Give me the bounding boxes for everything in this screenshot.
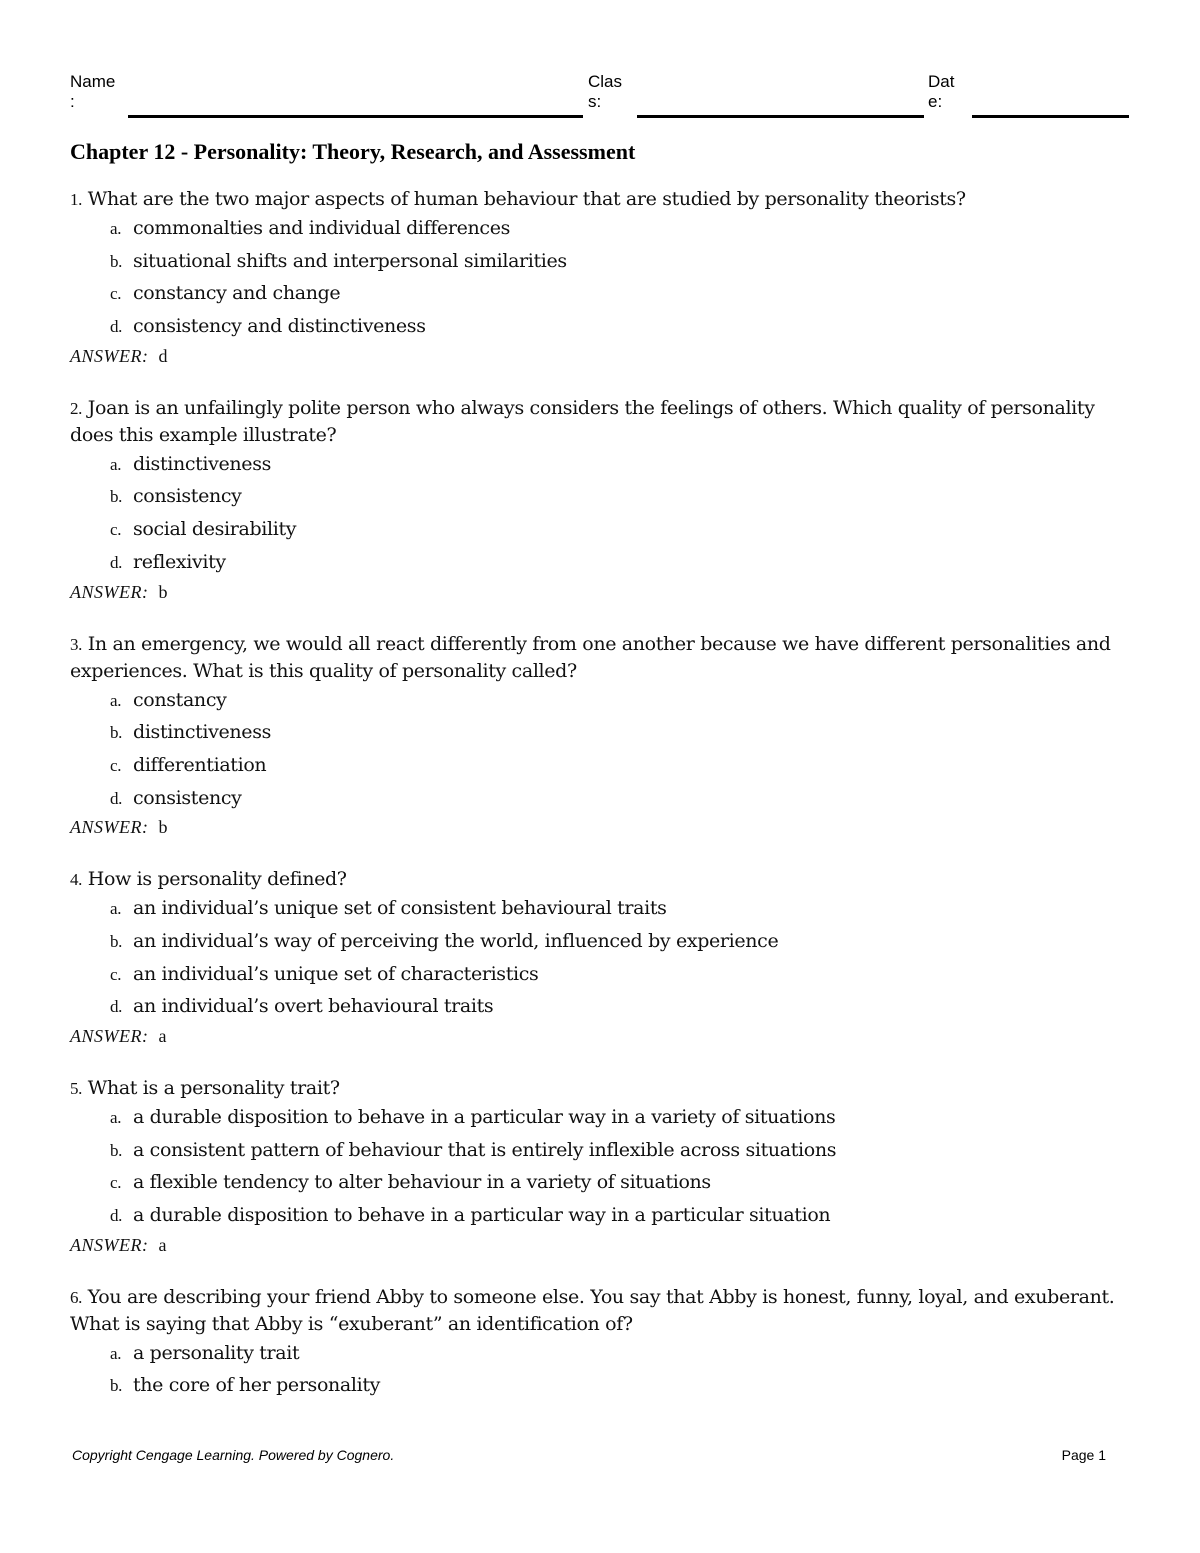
option-list — [70, 1340, 1135, 1405]
option-text: the core of her personality — [133, 1374, 381, 1397]
option-letter: c. — [110, 284, 122, 304]
question-text: Joan is an unfailingly polite person who always considers the feelings of others. Which quality of personality does this example illustrate? — [70, 396, 1095, 446]
question-number: 4. — [70, 870, 83, 890]
option-list — [70, 687, 1135, 818]
question-stem — [70, 866, 1135, 893]
option-c — [70, 516, 1135, 549]
page-title: Chapter 12 - Personality: Theory, Research, and Assessment — [70, 139, 636, 164]
question-text: How is personality defined? — [87, 868, 347, 891]
question-3 — [70, 631, 1135, 840]
question-number: 2. — [70, 398, 83, 418]
option-letter: b. — [110, 1376, 123, 1396]
answer-value: a — [158, 1234, 167, 1255]
date-label-bottom: e: — [928, 92, 943, 111]
option-text: social desirability — [133, 518, 297, 541]
option-text: constancy and change — [133, 282, 341, 305]
option-text: an individual’s way of perceiving the world, influenced by experience — [133, 929, 779, 952]
option-letter: a. — [110, 219, 122, 238]
name-label-top: Name — [70, 72, 116, 91]
option-text: an individual’s overt behavioural traits — [133, 995, 494, 1018]
question-list — [70, 186, 1135, 1432]
question-6 — [70, 1284, 1135, 1405]
option-a — [70, 687, 1135, 720]
option-text: a durable disposition to behave in a particular way in a variety of situations — [133, 1106, 836, 1128]
option-letter: b. — [110, 487, 123, 507]
option-letter: b. — [110, 723, 123, 743]
option-text: consistency — [133, 786, 242, 809]
option-text: a flexible tendency to alter behaviour in a variety of situations — [133, 1171, 711, 1194]
answer-label: ANSWER: — [70, 1234, 149, 1255]
option-c — [70, 752, 1135, 785]
date-label-top: Dat — [928, 72, 955, 91]
option-letter: c. — [110, 1173, 122, 1193]
option-letter: b. — [110, 251, 123, 271]
question-1 — [70, 186, 1135, 368]
option-a — [70, 451, 1135, 484]
option-text: a consistent pattern of behaviour that is entirely inflexible across situations — [133, 1138, 837, 1161]
copyright-footer: Copyright Cengage Learning. Powered by Cognero. — [72, 1447, 395, 1463]
option-b — [70, 248, 1135, 281]
option-text: a personality trait — [133, 1341, 300, 1364]
option-letter: d. — [110, 788, 123, 808]
answer-value: b — [158, 581, 168, 602]
question-4 — [70, 866, 1135, 1048]
option-list — [70, 1104, 1135, 1235]
option-letter: d. — [110, 317, 123, 337]
question-text: In an emergency, we would all react differently from one another because we have different personalities and experiences. What is this quality of personality called? — [70, 632, 1111, 682]
question-text: You are describing your friend Abby to someone else. You say that Abby is honest, funny, loyal, and exuberant. What is saying that Abby is “exuberant” an identification of? — [70, 1285, 1115, 1335]
option-letter: d. — [110, 1206, 123, 1226]
option-a — [70, 895, 1135, 928]
answer-value: d — [158, 345, 168, 366]
option-text: an individual’s unique set of characteristics — [133, 962, 539, 985]
question-number: 6. — [70, 1287, 83, 1307]
answer-line — [70, 1024, 1135, 1048]
option-text: consistency — [133, 485, 242, 508]
date-field-line[interactable] — [972, 115, 1129, 118]
option-text: constancy — [133, 688, 227, 711]
name-field-line[interactable] — [128, 115, 583, 118]
class-label-bottom: s: — [588, 92, 602, 111]
answer-label: ANSWER: — [70, 1026, 149, 1046]
option-list — [70, 215, 1135, 346]
question-number: 1. — [70, 190, 83, 209]
answer-label: ANSWER: — [70, 817, 149, 838]
question-text: What are the two major aspects of human behaviour that are studied by personality theorists? — [87, 188, 966, 210]
option-d — [70, 993, 1135, 1026]
answer-line — [70, 580, 1135, 604]
question-text: What is a personality trait? — [87, 1077, 340, 1099]
answer-value: b — [158, 817, 168, 838]
option-text: differentiation — [133, 753, 267, 776]
option-letter: a. — [110, 690, 122, 710]
answer-label: ANSWER: — [70, 581, 149, 602]
question-number: 3. — [70, 634, 83, 654]
option-b — [70, 719, 1135, 752]
question-number: 5. — [70, 1079, 83, 1098]
name-label-bottom: : — [70, 92, 75, 111]
page-number: Page 1 — [1061, 1447, 1106, 1463]
option-d — [70, 313, 1135, 346]
answer-line — [70, 815, 1135, 839]
option-text: commonalties and individual differences — [133, 217, 511, 239]
option-letter: c. — [110, 755, 122, 775]
option-letter: b. — [110, 1140, 123, 1160]
date-label — [928, 72, 954, 112]
option-d — [70, 1202, 1135, 1235]
option-c — [70, 1169, 1135, 1202]
option-text: an individual’s unique set of consistent behavioural traits — [133, 897, 667, 920]
question-stem — [70, 395, 1135, 449]
option-a — [70, 1104, 1135, 1137]
class-field-line[interactable] — [637, 115, 924, 118]
option-text: a durable disposition to behave in a particular way in a particular situation — [133, 1204, 831, 1227]
option-letter: b. — [110, 931, 123, 951]
option-letter: a. — [110, 1343, 122, 1363]
option-letter: a. — [110, 454, 122, 474]
question-stem — [70, 186, 1135, 213]
option-text: consistency and distinctiveness — [133, 315, 426, 338]
option-c — [70, 280, 1135, 313]
option-d — [70, 785, 1135, 818]
question-5 — [70, 1075, 1135, 1257]
option-list — [70, 895, 1135, 1026]
option-letter: a. — [110, 1108, 122, 1127]
option-a — [70, 1340, 1135, 1373]
answer-line — [70, 1233, 1135, 1257]
option-text: distinctiveness — [133, 452, 272, 475]
option-b — [70, 1372, 1135, 1405]
option-text: reflexivity — [133, 550, 226, 573]
answer-value: a — [158, 1026, 167, 1046]
question-stem — [70, 1075, 1135, 1102]
option-letter: c. — [110, 964, 122, 984]
option-text: situational shifts and interpersonal similarities — [133, 249, 567, 272]
option-letter: c. — [110, 520, 122, 540]
option-letter: d. — [110, 997, 123, 1017]
class-label-top: Clas — [588, 72, 623, 91]
answer-line — [70, 344, 1135, 368]
option-d — [70, 549, 1135, 582]
answer-label: ANSWER: — [70, 345, 149, 366]
question-2 — [70, 395, 1135, 604]
option-text: distinctiveness — [133, 721, 272, 744]
name-label — [70, 72, 115, 112]
question-stem — [70, 631, 1135, 685]
option-letter: d. — [110, 552, 123, 572]
option-b — [70, 483, 1135, 516]
option-list — [70, 451, 1135, 582]
question-stem — [70, 1284, 1135, 1338]
class-label — [588, 72, 622, 112]
option-b — [70, 1137, 1135, 1170]
option-c — [70, 961, 1135, 994]
option-a — [70, 215, 1135, 248]
option-letter: a. — [110, 899, 122, 919]
option-b — [70, 928, 1135, 961]
